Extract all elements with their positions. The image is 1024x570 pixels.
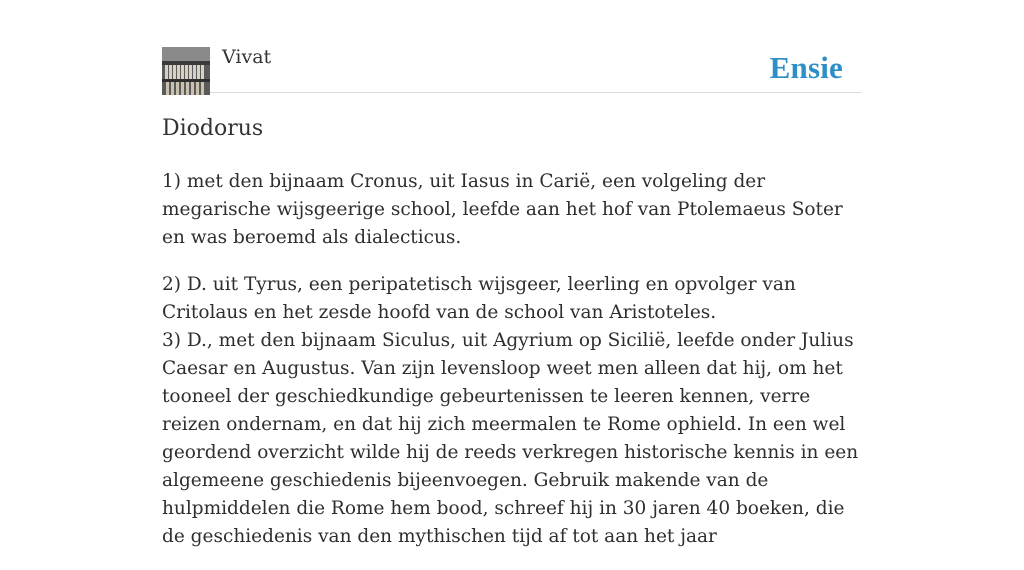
definition-paragraph-1: 1) met den bijnaam Cronus, uit Iasus in Carië, een volgeling der megarische wijsgeerige school, leefde aan het hof van Ptolemaeus Soter en was beroemd als dialecticus. [162, 171, 843, 248]
definition-paragraph-2: 2) D. uit Tyrus, een peripatetisch wijsgeer, leerling en opvolger van Critolaus en het zesde hoofd van de school van Aristoteles. [162, 274, 796, 323]
article-body [162, 168, 862, 570]
header [162, 0, 862, 93]
page [162, 0, 862, 547]
definition-paragraph-3: 3) D., met den bijnaam Siculus, uit Agyrium op Sicilië, leefde onder Julius Caesar en Augustus. Van zijn levensloop weet men alleen dat hij, om het tooneel der geschiedkundige gebeurtenissen te leeren kennen, verre reizen ondernam, en dat hij zich meermalen te Rome ophield. In een wel geordend overzicht wilde hij de reeds verkregen historische kennis in een algemeene geschiedenis bijeenvoegen. Gebruik makende van de hulpmiddelen die Rome hem bood, schreef hij in 30 jaren 40 boeken, die de geschiedenis van den mythischen tijd af tot aan het jaar [162, 330, 859, 547]
brand-logo[interactable]: Ensie [769, 50, 843, 85]
article-title: Diodorus [162, 116, 264, 141]
bookshelf-avatar-image [162, 47, 210, 95]
author-name[interactable]: Vivat [222, 46, 272, 68]
avatar[interactable] [162, 47, 210, 95]
